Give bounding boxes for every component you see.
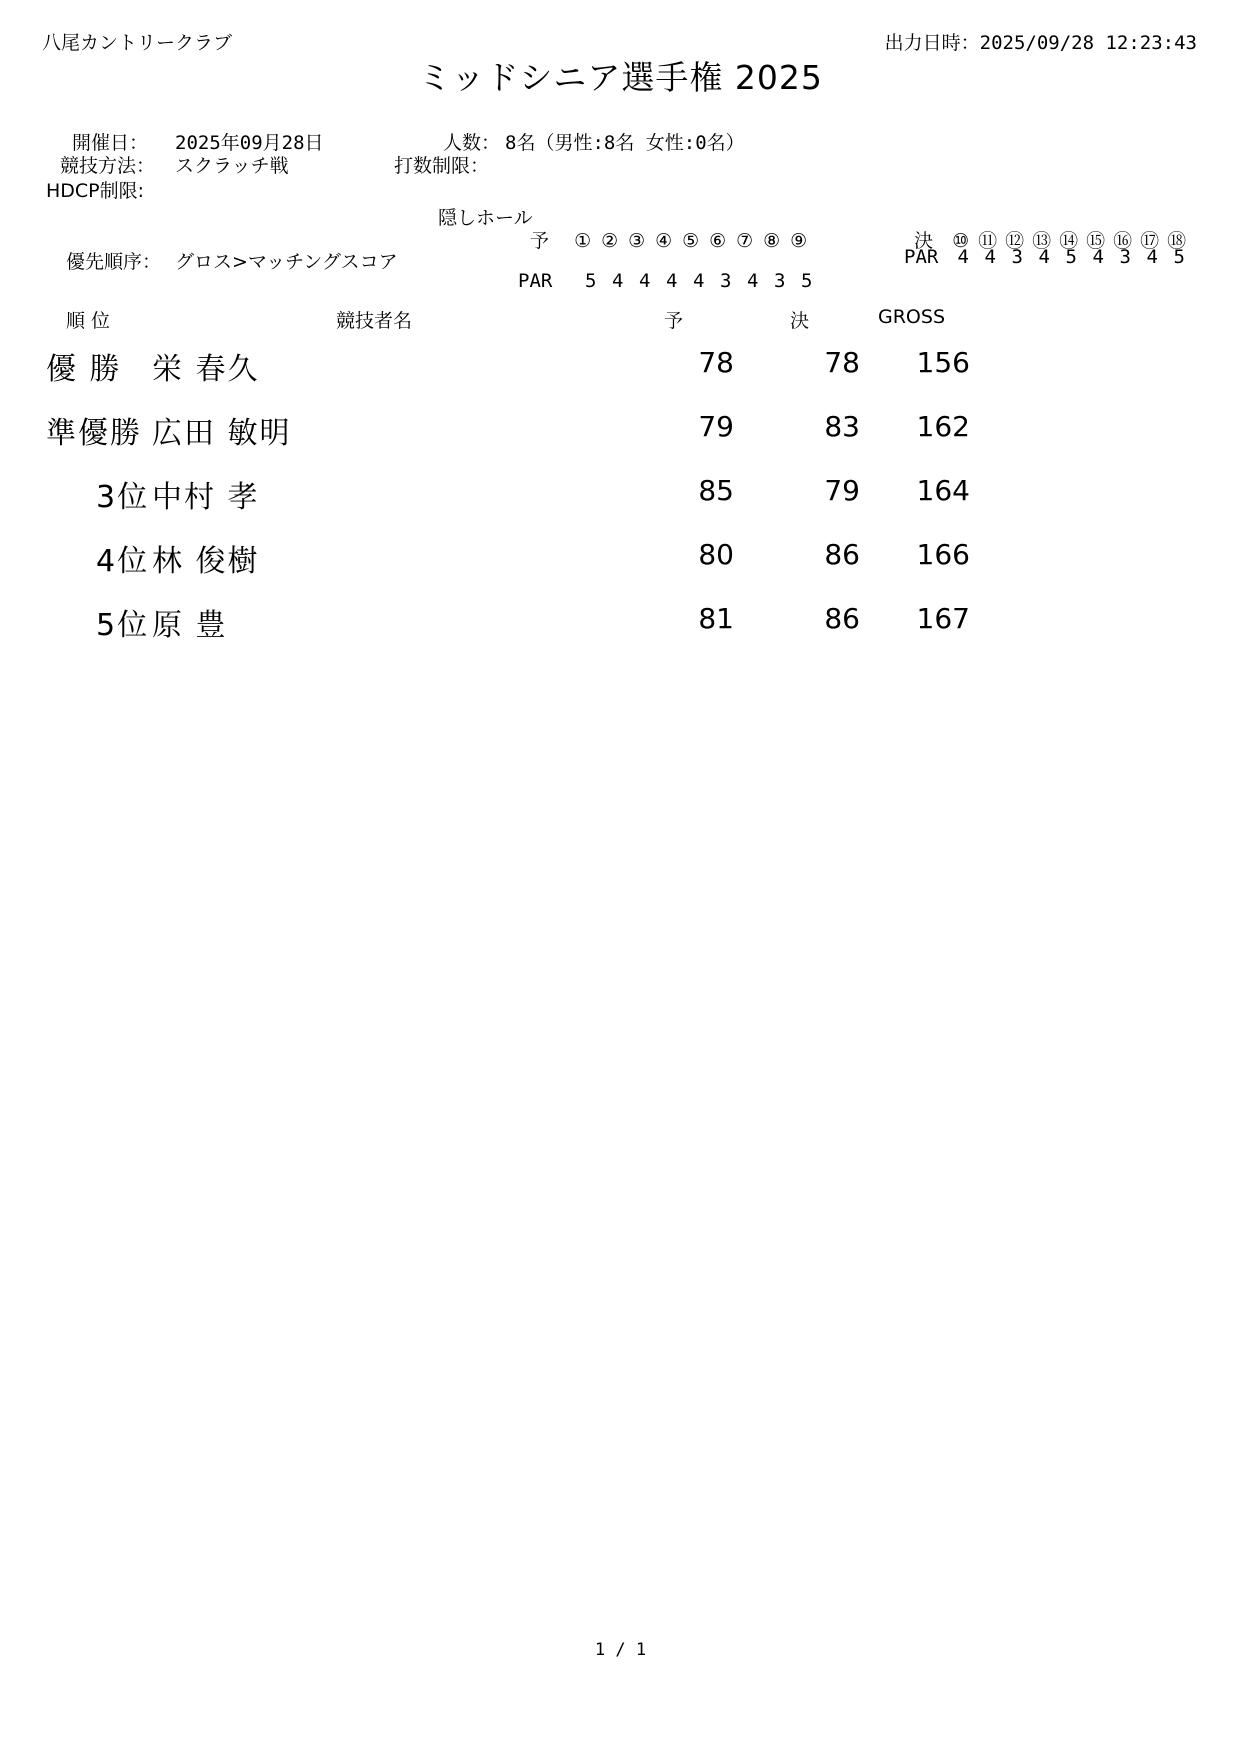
prelim-label: 予 bbox=[530, 230, 550, 252]
header-final: 決 bbox=[790, 310, 810, 332]
final-hole-12: ⑫ bbox=[1005, 230, 1025, 252]
final-par-18: 5 bbox=[1173, 246, 1185, 268]
row-name: 原 豊 bbox=[152, 608, 228, 643]
method-value: スクラッチ戦 bbox=[175, 155, 289, 177]
final-par-17: 4 bbox=[1146, 246, 1158, 268]
players-value: 8名（男性:8名 女性:0名） bbox=[505, 132, 745, 154]
row-rank: 優 勝 bbox=[46, 352, 122, 387]
final-hole-18: ⑱ bbox=[1167, 230, 1187, 252]
stroke-limit-label: 打数制限： bbox=[394, 155, 490, 177]
prelim-par-3: 4 bbox=[639, 270, 651, 292]
final-par-15: 4 bbox=[1092, 246, 1104, 268]
prelim-holes-row bbox=[530, 226, 812, 253]
row-prelim: 78 bbox=[698, 346, 734, 379]
row-final: 79 bbox=[824, 474, 860, 507]
final-par-14: 5 bbox=[1065, 246, 1077, 268]
priority-value: グロス>マッチングスコア bbox=[175, 251, 398, 273]
hdcp-label: HDCP制限: bbox=[46, 180, 145, 202]
row-gross: 162 bbox=[916, 410, 970, 443]
header-name: 競技者名 bbox=[336, 310, 413, 332]
final-par-11: 4 bbox=[984, 246, 996, 268]
priority-label: 優先順序： bbox=[66, 251, 162, 273]
prelim-par-2: 4 bbox=[612, 270, 624, 292]
row-final: 86 bbox=[824, 538, 860, 571]
prelim-hole-8: ⑧ bbox=[763, 230, 781, 252]
final-hole-17: ⑰ bbox=[1140, 230, 1160, 252]
final-hole-11: ⑪ bbox=[978, 230, 998, 252]
prelim-hole-9: ⑨ bbox=[790, 230, 808, 252]
date-value: 2025年09月28日 bbox=[175, 132, 324, 154]
club-name: 八尾カントリークラブ bbox=[42, 32, 233, 54]
row-gross: 167 bbox=[916, 602, 970, 635]
row-prelim: 79 bbox=[698, 410, 734, 443]
players-label: 人数： bbox=[443, 132, 501, 154]
final-par-row bbox=[904, 246, 1193, 268]
row-rank: 準優勝 bbox=[46, 416, 142, 451]
row-gross: 166 bbox=[916, 538, 970, 571]
prelim-hole-4: ④ bbox=[655, 230, 673, 252]
row-final: 86 bbox=[824, 602, 860, 635]
row-rank: 3位 bbox=[96, 480, 150, 515]
row-gross: 156 bbox=[916, 346, 970, 379]
final-par-10: 4 bbox=[957, 246, 969, 268]
row-prelim: 81 bbox=[698, 602, 734, 635]
row-prelim: 85 bbox=[698, 474, 734, 507]
final-hole-16: ⑯ bbox=[1113, 230, 1133, 252]
row-name: 広田 敏明 bbox=[152, 416, 292, 451]
final-par-16: 3 bbox=[1119, 246, 1131, 268]
prelim-hole-1: ① bbox=[574, 230, 592, 252]
row-name: 林 俊樹 bbox=[152, 544, 260, 579]
prelim-hole-6: ⑥ bbox=[709, 230, 727, 252]
final-par-12: 3 bbox=[1011, 246, 1023, 268]
row-name: 栄 春久 bbox=[152, 352, 260, 387]
row-rank: 4位 bbox=[96, 544, 150, 579]
row-rank: 5位 bbox=[96, 608, 150, 643]
prelim-hole-7: ⑦ bbox=[736, 230, 754, 252]
prelim-par-1: 5 bbox=[585, 270, 597, 292]
page-title: ミッドシニア選手権 2025 bbox=[418, 58, 823, 97]
prelim-par-8: 3 bbox=[774, 270, 786, 292]
final-par-label: PAR bbox=[904, 246, 939, 268]
final-par-13: 4 bbox=[1038, 246, 1050, 268]
header-rank: 順 位 bbox=[66, 310, 111, 332]
final-hole-15: ⑮ bbox=[1086, 230, 1106, 252]
prelim-par-5: 4 bbox=[693, 270, 705, 292]
method-label: 競技方法： bbox=[60, 155, 156, 177]
row-final: 83 bbox=[824, 410, 860, 443]
final-hole-10: ⑩ bbox=[952, 230, 970, 252]
final-label: 決 bbox=[914, 230, 934, 252]
prelim-hole-3: ③ bbox=[628, 230, 646, 252]
header-gross: GROSS bbox=[878, 306, 946, 328]
prelim-par-4: 4 bbox=[666, 270, 678, 292]
prelim-hole-2: ② bbox=[601, 230, 619, 252]
row-gross: 164 bbox=[916, 474, 970, 507]
final-hole-14: ⑭ bbox=[1059, 230, 1079, 252]
page-number: 1 / 1 bbox=[594, 1640, 647, 1660]
prelim-par-row bbox=[518, 270, 820, 292]
prelim-par-7: 4 bbox=[747, 270, 759, 292]
output-datetime: 出力日時：2025/09/28 12:23:43 bbox=[884, 32, 1197, 54]
prelim-par-6: 3 bbox=[720, 270, 732, 292]
prelim-par-label: PAR bbox=[518, 270, 553, 292]
header-prelim: 予 bbox=[664, 310, 684, 332]
prelim-hole-5: ⑤ bbox=[682, 230, 700, 252]
date-label: 開催日： bbox=[72, 132, 149, 154]
prelim-par-9: 5 bbox=[801, 270, 813, 292]
hidden-holes-label: 隠しホール bbox=[438, 207, 533, 229]
row-prelim: 80 bbox=[698, 538, 734, 571]
row-final: 78 bbox=[824, 346, 860, 379]
final-hole-13: ⑬ bbox=[1032, 230, 1052, 252]
row-name: 中村 孝 bbox=[152, 480, 260, 515]
